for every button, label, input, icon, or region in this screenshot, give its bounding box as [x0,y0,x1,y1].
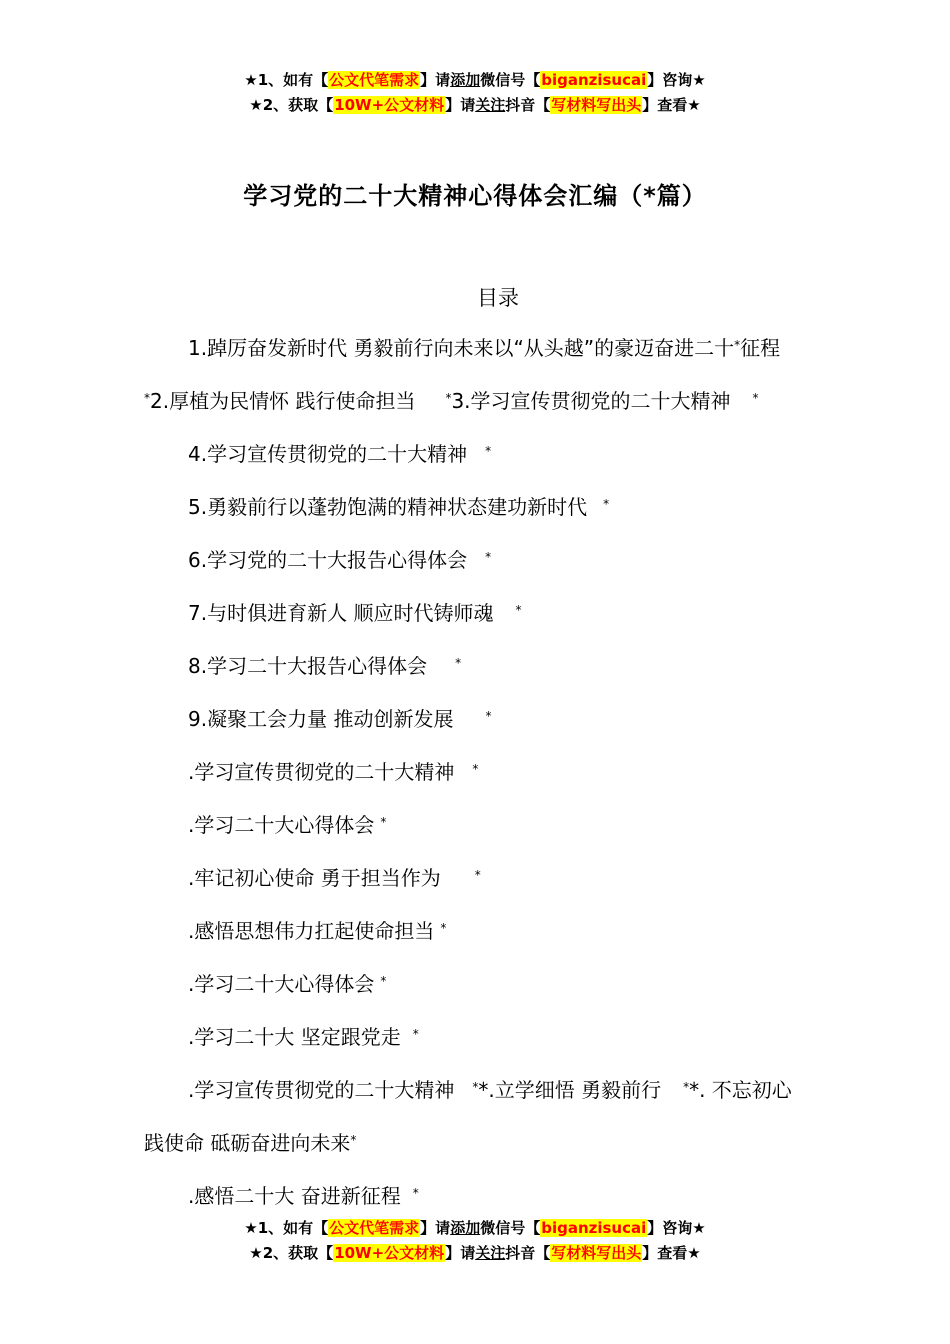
banner-text: 】咨询★ [647,1219,706,1237]
toc-entry-page: * [380,815,387,829]
banner-text: 抖音【 [505,1244,551,1262]
toc-entry-text: 2.厚植为民情怀 践行使命担当 [150,389,416,413]
banner-text: ★2、获取【 [249,1244,334,1262]
banner-text: 】查看★ [642,1244,701,1262]
toc-item [144,1009,810,1062]
banner-highlight: 公文代笔需求 [329,71,420,89]
document-title: 学习党的二十大精神心得体会汇编（*篇） [243,182,707,210]
banner-text: ★1、如有【 [244,71,329,89]
toc-entry-page: * [472,1080,479,1094]
toc-entry-text: .牢记初心使命 勇于担当作为 [188,866,441,890]
toc-entry-page: * [734,338,741,352]
toc-entry-text: 3.学习宣传贯彻党的二十大精神 [451,389,731,413]
banner-text: 】请 [420,71,451,89]
banner-text: 微信号【 [480,71,541,89]
banner-underlined: 添加 [450,71,481,89]
toc-entry-text: 6.学习党的二十大报告心得体会 [188,548,468,572]
toc-entry-text: .学习宣传贯彻党的二十大精神 [188,1078,455,1102]
toc-entry-page: * [474,868,481,882]
toc-entry-page: * [380,974,387,988]
toc-item [144,744,810,797]
toc-entry-page: * [683,1080,690,1094]
banner-text: 】请 [420,1219,451,1237]
banner-text: 微信号【 [480,1219,541,1237]
banner-text: 抖音【 [505,96,551,114]
toc-item [144,532,810,585]
toc-entry-text: .感悟二十大 奋进新征程 [188,1184,401,1208]
toc-entry-page: * [412,1186,419,1200]
toc-item [144,1168,810,1221]
toc-entry-text: 9.凝聚工会力量 推动创新发展 [188,707,454,731]
toc-paragraph-2 [144,1062,810,1168]
toc-entry-page: * [485,444,492,458]
toc-item [144,903,810,956]
banner-highlight: 10W+公文材料 [334,96,445,114]
toc-item [144,426,810,479]
toc-entry-page: * [485,709,492,723]
banner-underlined: 关注 [475,1244,506,1262]
banner-highlight: 写材料写出头 [551,96,642,114]
banner-text: 】请 [445,96,476,114]
banner-highlight: 公文代笔需求 [329,1219,420,1237]
banner-text: 】咨询★ [647,71,706,89]
toc-entry-page: * [515,603,522,617]
toc-paragraph-1 [144,320,810,426]
toc-item [144,850,810,903]
toc-item [144,479,810,532]
toc-entry-text: 4.学习宣传贯彻党的二十大精神 [188,442,468,466]
toc-item [144,956,810,1009]
toc-entry-page: * [440,921,447,935]
banner-line-1 [0,1216,950,1241]
toc-entry-text: .感悟思想伟力扛起使命担当 [188,919,435,943]
toc-entry-text: .学习二十大心得体会 [188,972,375,996]
toc-entry-text: *. 不忘初心践使命 砥砺奋进向未来 [144,1078,792,1155]
toc-item [144,638,810,691]
toc-entry-text: 7.与时俱进育新人 顺应时代铸师魂 [188,601,494,625]
toc-entry-text: .学习宣传贯彻党的二十大精神 [188,760,455,784]
toc-entry-page: * [485,550,492,564]
toc-entry-text: 5.勇毅前行以蓬勃饱满的精神状态建功新时代 [188,495,588,519]
toc-entry-text: .学习二十大心得体会 [188,813,375,837]
banner-line-1 [0,68,950,93]
toc-entry-page: * [603,497,610,511]
toc-entry-text: 8.学习二十大报告心得体会 [188,654,428,678]
toc-entry-page: * [144,391,150,405]
toc-item [144,797,810,850]
toc-item [144,585,810,638]
toc-entry-page: * [752,391,759,405]
table-of-contents [144,320,810,1221]
toc-entry-text: 征程 [740,336,781,360]
toc-entry-text: .学习二十大 坚定跟党走 [188,1025,401,1049]
banner-underlined: 关注 [475,96,506,114]
toc-item [144,691,810,744]
banner-text: 】查看★ [642,96,701,114]
banner-highlight: 写材料写出头 [551,1244,642,1262]
toc-entry-page: * [455,656,462,670]
banner-text: 】请 [445,1244,476,1262]
bottom-banner [0,1216,950,1266]
toc-entry-page: * [350,1133,357,1147]
toc-entry-page: * [472,762,479,776]
banner-line-2 [0,1241,950,1266]
banner-text: ★2、获取【 [249,96,334,114]
banner-line-2 [0,93,950,118]
toc-entry-text: *.立学细悟 勇毅前行 [478,1078,662,1102]
toc-entry-page: * [412,1027,419,1041]
top-banner [0,68,950,118]
toc-entry-page: * [445,391,452,405]
banner-underlined: 添加 [450,1219,481,1237]
banner-text: ★1、如有【 [244,1219,329,1237]
toc-entry-text: 1.踔厉奋发新时代 勇毅前行向未来以“从头越”的豪迈奋进二十 [188,336,735,360]
banner-highlight: biganzisucai [541,1219,647,1237]
toc-heading: 目录 [477,286,519,310]
banner-highlight: biganzisucai [541,71,647,89]
banner-highlight: 10W+公文材料 [334,1244,445,1262]
